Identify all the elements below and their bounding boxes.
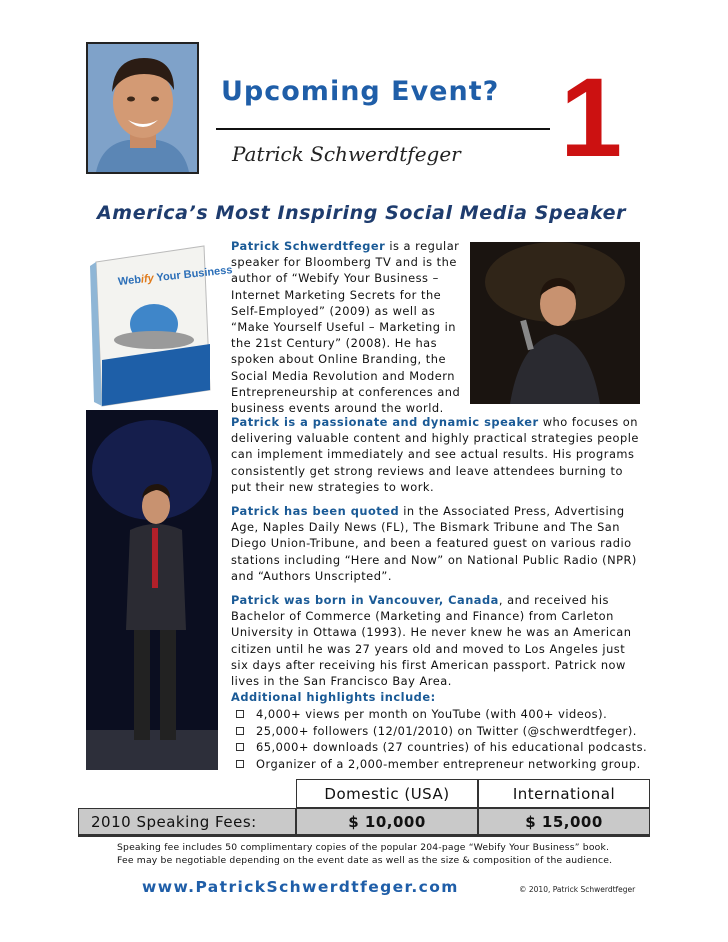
checkbox-bullet-icon: [236, 760, 244, 768]
bio-paragraph-1: Patrick Schwerdtfeger is a regular speaker for Bloomberg TV and is the author of “Webify Your Business – Internet Marketing Secrets for the Self-Employed” (2009) as well as “Make Yourself Useful – Marketing in the 21st Century” (2008). He has spoken about Online Branding, the Social Media Revolution and Modern Entrepreneurship at conferences and business events around the world.: [231, 239, 461, 416]
svg-text:Webify Your Business: Webify Your Business: [117, 264, 233, 289]
fee-header-domestic: Domestic (USA): [296, 779, 478, 808]
fee-international-value: $ 15,000: [478, 808, 650, 837]
list-item: 65,000+ downloads (27 countries) of his educational podcasts.: [236, 739, 647, 756]
highlights-title: Additional highlights include:: [231, 690, 436, 704]
copyright-notice: © 2010, Patrick Schwerdtfeger: [519, 885, 636, 894]
page-number-badge: 1: [560, 55, 623, 180]
bio-paragraph-4: Patrick was born in Vancouver, Canada, and received his Bachelor of Commerce (Marketing and Finance) from Carleton University in Ottawa (1993). He never knew he was an American citizen until he was 27 years old and moved to Los Angeles just six days after receiving his first American passport. Patrick now lives in the San Francisco Bay Area.: [231, 593, 632, 689]
fee-header-international: International: [478, 779, 650, 808]
list-item: Organizer of a 2,000-member entrepreneur networking group.: [236, 756, 647, 773]
bio-paragraph-3: Patrick has been quoted in the Associated Press, Advertising Age, Naples Daily News (FL), The Bismark Tribune and The San Diego Union-Tribune, and been a featured guest on various radio stations including “Here and Now” on National Public Radio (NPR) and “Authors Unscripted”.: [231, 504, 637, 583]
checkbox-bullet-icon: [236, 743, 244, 751]
speaker-photo-full: [86, 410, 218, 770]
fee-note-2: Fee may be negotiable depending on the event date as well as the size & composition of the audience.: [117, 855, 613, 866]
fee-domestic-value: $ 10,000: [296, 808, 478, 837]
event-title: Upcoming Event?: [221, 76, 500, 107]
bio-paragraph-2: Patrick is a passionate and dynamic speaker who focuses on delivering valuable content and highly practical strategies people can implement immediately and see actual results. His programs consistently get strong reviews and leave attendees burning to put their new strategies to work.: [231, 415, 639, 494]
website-link[interactable]: www.PatrickSchwerdtfeger.com: [142, 878, 459, 896]
checkbox-bullet-icon: [236, 727, 244, 735]
fee-note-1: Speaking fee includes 50 complimentary copies of the popular 204-page “Webify Your Business” book.: [117, 842, 610, 853]
speaker-photo-stage: [470, 242, 640, 404]
book-cover-image: [88, 240, 233, 410]
checkbox-bullet-icon: [236, 710, 244, 718]
title-divider: [216, 128, 550, 130]
speaker-headshot: [86, 42, 199, 174]
page-headline: America’s Most Inspiring Social Media Speaker: [97, 202, 627, 224]
highlights-list: [236, 706, 647, 772]
list-item: 25,000+ followers (12/01/2010) on Twitter (@schwerdtfeger).: [236, 723, 647, 740]
list-item: 4,000+ views per month on YouTube (with 400+ videos).: [236, 706, 647, 723]
speaking-fee-table: [78, 779, 650, 837]
fee-row-label: 2010 Speaking Fees:: [78, 808, 296, 837]
signature: Patrick Schwerdtfeger: [232, 142, 461, 166]
